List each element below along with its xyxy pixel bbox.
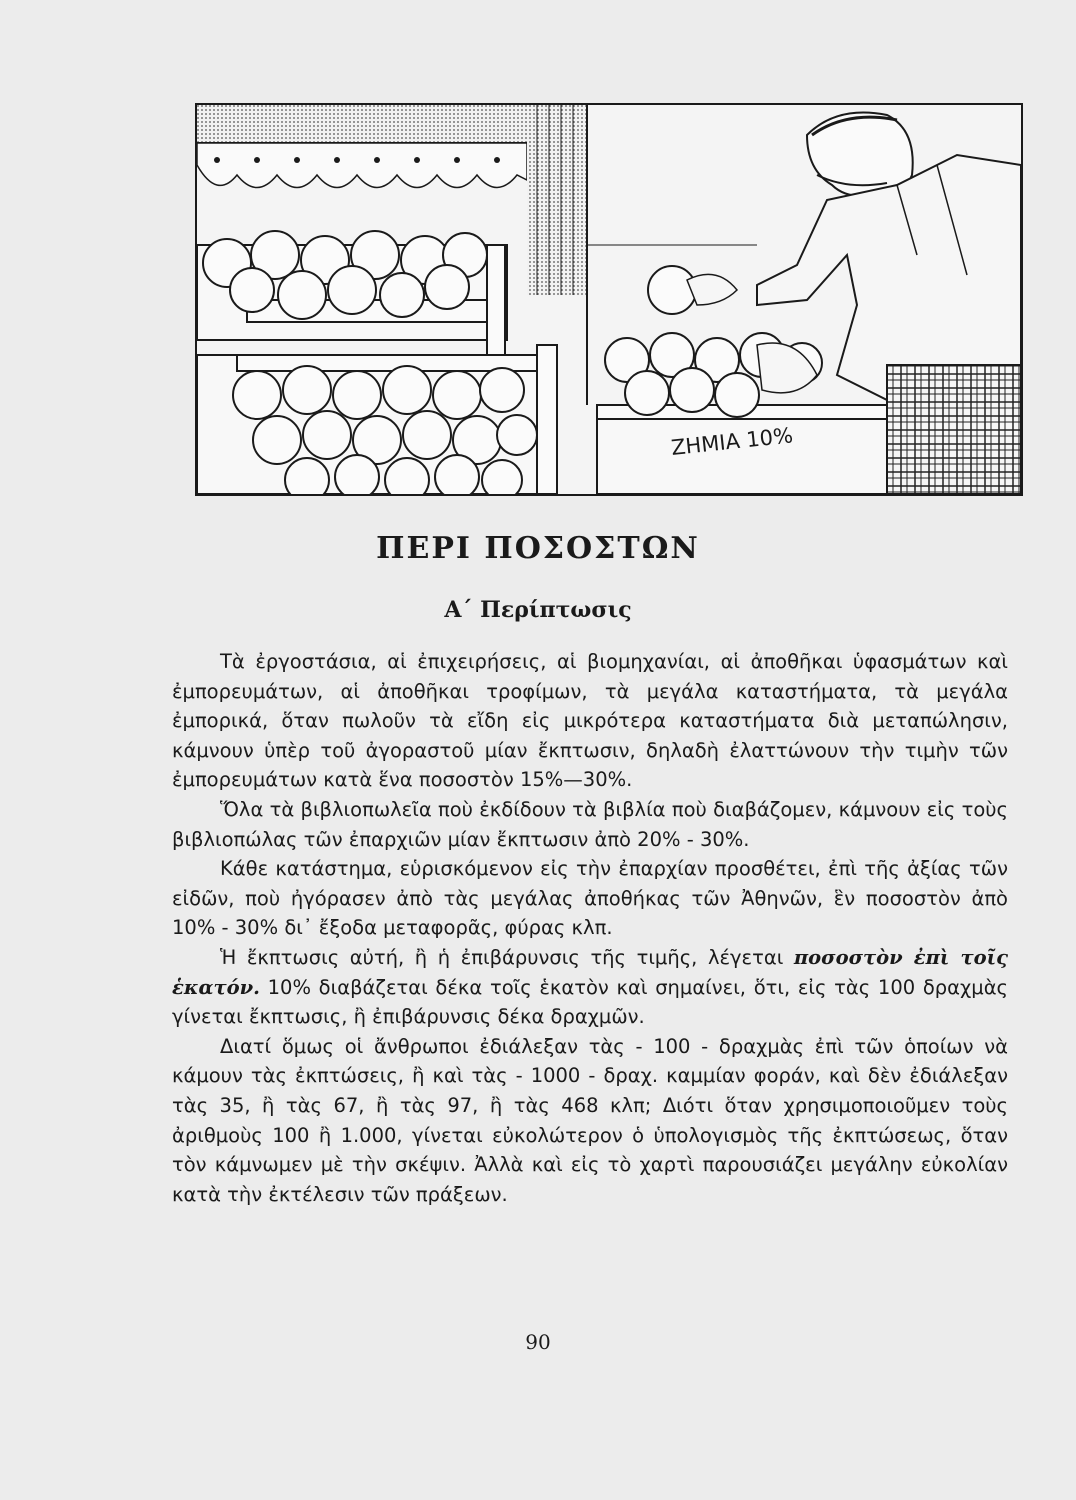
paragraph-2: Ὅλα τὰ βιβλιοπωλεῖα ποὺ ἐκδίδουν τὰ βιβλία ποὺ διαβάζομεν, κάμνουν εἰς τοὺς βιβλιοπώλας τῶν ἐπαρχιῶν μίαν ἔκπτωσιν ἀπὸ 20% - 30%.	[172, 797, 1008, 851]
lace-curtain	[197, 143, 527, 188]
paragraph-4	[172, 943, 1008, 1032]
section-subtitle: Α΄ Περίπτωσις	[444, 597, 632, 623]
paragraph-4-start: Ἡ ἔκπτωσις αὐτή, ἢ ἡ ἐπιβάρυνσις τῆς τιμῆς, λέγεται	[220, 945, 794, 969]
damage-caption: ΖΗΜΙΑ 10%	[670, 423, 795, 460]
page-title: ΠΕΡΙ ΠΟΣΟΣΤΩΝ	[376, 531, 700, 566]
paragraph-5: Διατί ὅμως οἱ ἄνθρωποι ἐδιάλεξαν τὰς - 100 - δραχμὰς ἐπὶ τῶν ὁποίων νὰ κάμουν τὰς ἐκπτώσεις, ἢ καὶ τὰς - 1000 - δραχ. καμμίαν φοράν, καὶ δὲν ἐδιάλεξαν τὰς 35, ἢ τὰς 67, ἢ τὰς 97, ἢ τὰς 468 κλπ; Διότι ὅταν χρησιμοποιοῦμεν τοὺς ἀριθμοὺς 100 ἢ 1.000, γίνεται εὐκολώτερον ὁ ὑπολογισμὸς τῆς ἐκπτώσεως, ὅταν τὸν κάμνωμεν μὲ τὴν σκέψιν. Ἀλλὰ καὶ εἰς τὸ χαρτὶ παρουσιάζει μεγάλην εὐκολίαν κατὰ τὴν ἐκτέλεσιν τῶν πράξεων.	[172, 1034, 1008, 1206]
paragraph-3: Κάθε κατάστημα, εὑρισκόμενον εἰς τὴν ἐπαρχίαν προσθέτει, ἐπὶ τῆς ἀξίας τῶν εἰδῶν, ποὺ ἠγόρασεν ἀπὸ τὰς μεγάλας ἀποθήκας τῶν Ἀθηνῶν, ἓν ποσοστὸν ἀπὸ 10% - 30% δι᾽ ἔξοδα μεταφορᾶς, φύρας κλπ.	[172, 857, 1008, 940]
paragraph-1: Τὰ ἐργοστάσια, αἱ ἐπιχειρήσεις, αἱ βιομηχανίαι, αἱ ἀποθῆκαι ὑφασμάτων καὶ ἐμπορευμάτων, αἱ ἀποθῆκαι τροφίμων, τὰ μεγάλα καταστήματα, τὰ μεγάλα ἐμπορικά, ὅταν πωλοῦν τὰ εἴδη εἰς μικρότερα καταστήματα διὰ μεταπώλησιν, κάμνουν ὑπὲρ τοῦ ἀγοραστοῦ μίαν ἔκπτωσιν, δηλαδὴ ἐλαττώνουν τὴν τιμὴν τῶν ἐμπορευμάτων κατὰ ἕνα ποσοστὸν 15%—30%.	[172, 650, 1008, 792]
body-text	[172, 647, 1008, 1209]
paragraph-4-end: 10% διαβάζεται δέκα τοῖς ἑκατὸν καὶ σημαίνει, ὅτι, εἰς τὰς 100 δραχμὰς γίνεται ἔκπτωσις, ἢ ἐπιβάρυνσις δέκα δραχμῶν.	[172, 975, 1008, 1029]
curtain-drape	[527, 105, 587, 295]
shopkeeper-illustration	[195, 103, 1023, 496]
page-number: 90	[525, 1330, 551, 1354]
awning-shading	[197, 105, 527, 143]
key-term: ποσοστὸν ἐπὶ τοῖς ἑκατόν.	[172, 945, 1008, 999]
